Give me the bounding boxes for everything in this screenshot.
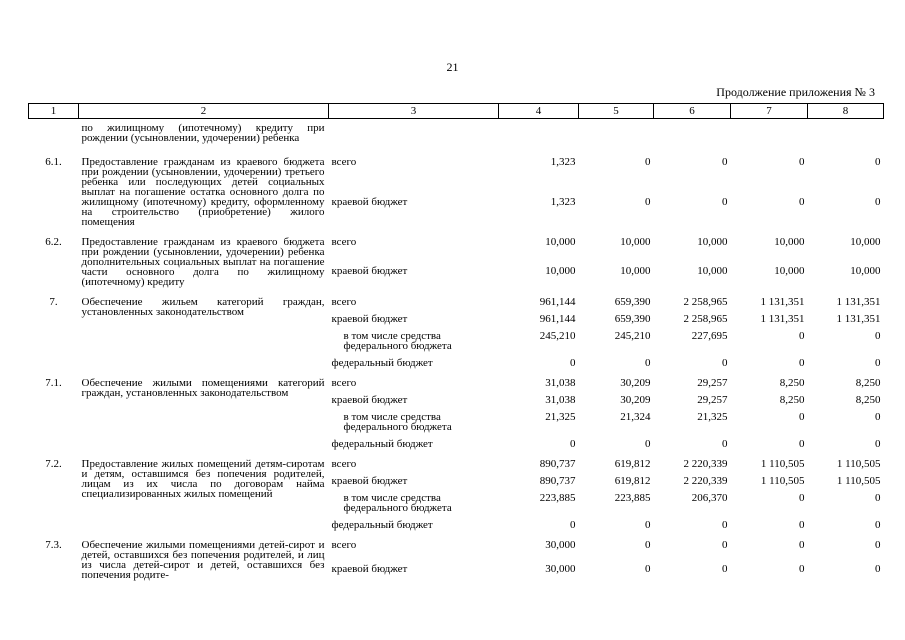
value-cell: 0 (799, 196, 805, 209)
value-cell: 31,038 (545, 394, 576, 406)
value-cell: 0 (722, 156, 728, 168)
value-cell: 0 (722, 519, 728, 531)
value-cell: 1,323 (550, 196, 576, 209)
budget-table (28, 103, 884, 580)
value-cell: 0 (875, 411, 881, 423)
value-cell: 0 (799, 156, 805, 168)
value-cell: 8,250 (855, 394, 881, 406)
value-cell: 30,209 (620, 394, 651, 406)
row-description: Предоставление жилых помещений детям-сиротам и детям, оставшимся без попечения родителей, лицам из их числа по договорам найма специализированных жилых помещений (81, 458, 325, 500)
value-cell: 227,695 (691, 330, 728, 342)
column-header: 3 (329, 104, 499, 119)
value-cell: 0 (645, 156, 651, 168)
funding-source: всего (331, 458, 357, 470)
value-cell: 961,144 (539, 296, 576, 308)
value-cell: 8,250 (779, 377, 805, 389)
value-cell: 0 (875, 492, 881, 504)
value-cell: 8,250 (779, 394, 805, 406)
value-cell: 1 110,505 (836, 475, 881, 487)
value-cell: 0 (645, 563, 651, 576)
value-cell: 0 (799, 438, 805, 450)
value-cell: 961,144 (539, 313, 576, 325)
value-cell: 10,000 (620, 265, 651, 278)
value-cell: 0 (875, 156, 881, 168)
value-cell: 223,885 (614, 492, 651, 504)
value-cell: 0 (645, 519, 651, 531)
column-header: 4 (499, 104, 579, 119)
value-cell: 10,000 (697, 236, 728, 248)
row-number: 6.1. (45, 156, 62, 168)
value-cell: 0 (875, 519, 881, 531)
value-cell: 29,257 (697, 394, 728, 406)
table-row (29, 368, 884, 388)
page-number: 21 (446, 60, 459, 74)
funding-source: краевой бюджет (331, 196, 408, 209)
value-cell: 2 220,339 (683, 458, 728, 470)
value-cell: 1 131,351 (760, 313, 805, 325)
value-cell: 0 (799, 492, 805, 504)
value-cell: 0 (875, 330, 881, 342)
value-cell: 0 (645, 539, 651, 551)
funding-source: всего (331, 296, 357, 308)
value-cell: 0 (875, 563, 881, 576)
continued-description: по жилищному (ипотечному) кредиту при рождении (усыновлении, удочерении) ребенка (81, 122, 325, 144)
value-cell: 30,209 (620, 377, 651, 389)
funding-source: в том числе средства федерального бюджета (343, 411, 452, 433)
row-number: 7.2. (45, 458, 62, 470)
value-cell: 223,885 (539, 492, 576, 504)
value-cell: 0 (722, 196, 728, 209)
row-description: Обеспечение жилыми помещениями категорий граждан, установленных законодательством (81, 377, 325, 399)
table-body (29, 119, 884, 581)
column-header: 8 (808, 104, 884, 119)
value-cell: 206,370 (691, 492, 728, 504)
table-row (29, 147, 884, 190)
value-cell: 619,812 (614, 475, 651, 487)
row-description: Предоставление гражданам из краевого бюджета при рождении (усыновлении, удочерении) ребенка дополнительных социальных выплат на погашение части основного долга по жилищному (ипотечному) кредиту (81, 236, 325, 288)
row-description: Обеспечение жильем категорий граждан, установленных законодательством (81, 296, 325, 318)
value-cell: 30,000 (545, 563, 576, 576)
value-cell: 0 (799, 563, 805, 576)
value-cell: 0 (722, 438, 728, 450)
value-cell: 10,000 (545, 265, 576, 278)
funding-source: краевой бюджет (331, 475, 408, 487)
value-cell: 619,812 (614, 458, 651, 470)
value-cell: 0 (799, 330, 805, 342)
column-header: 5 (579, 104, 654, 119)
value-cell: 1 131,351 (760, 296, 805, 308)
column-header: 6 (654, 104, 731, 119)
value-cell: 0 (875, 438, 881, 450)
value-cell: 0 (799, 519, 805, 531)
column-header: 7 (731, 104, 808, 119)
value-cell: 31,038 (545, 377, 576, 389)
value-cell: 0 (799, 411, 805, 423)
value-cell: 0 (875, 196, 881, 209)
value-cell: 21,324 (620, 411, 651, 423)
funding-source: федеральный бюджет (331, 438, 433, 450)
value-cell: 0 (799, 357, 805, 369)
value-cell: 10,000 (774, 265, 805, 278)
row-description: Предоставление гражданам из краевого бюджета при рождении (усыновлении, удочерении) третьего ребенка или последующих детей социальных выплат на погашение остатка основного долга по жилищному (ипотечному) кредиту, оформленному на строительство (приобретение) жилого помещения (81, 156, 325, 228)
value-cell: 1 110,505 (836, 458, 881, 470)
value-cell: 10,000 (545, 236, 576, 248)
row-description: Обеспечение жилыми помещениями детей-сирот и детей, оставшихся без попечения родителей, и лиц из числа детей-сирот и детей, оставшихся без попечения родите- (81, 539, 325, 581)
value-cell: 0 (875, 357, 881, 369)
continuation-row (29, 119, 884, 148)
value-cell: 30,000 (545, 539, 576, 551)
value-cell: 21,325 (697, 411, 728, 423)
value-cell: 21,325 (545, 411, 576, 423)
value-cell: 0 (722, 539, 728, 551)
row-number: 7.1. (45, 377, 62, 389)
value-cell: 8,250 (855, 377, 881, 389)
funding-source: федеральный бюджет (331, 519, 433, 531)
column-header: 1 (29, 104, 79, 119)
funding-source: краевой бюджет (331, 394, 408, 406)
funding-source: всего (331, 156, 357, 168)
funding-source: в том числе средства федерального бюджета (343, 330, 452, 352)
value-cell: 1 131,351 (836, 313, 881, 325)
funding-source: краевой бюджет (331, 265, 408, 278)
value-cell: 0 (570, 438, 576, 450)
funding-source: краевой бюджет (331, 563, 408, 576)
value-cell: 2 258,965 (683, 313, 728, 325)
value-cell: 659,390 (614, 296, 651, 308)
value-cell: 0 (875, 539, 881, 551)
value-cell: 890,737 (539, 458, 576, 470)
funding-source: всего (331, 236, 357, 248)
table-row (29, 227, 884, 259)
row-number: 7.3. (45, 539, 62, 551)
table-row (29, 530, 884, 557)
value-cell: 0 (799, 539, 805, 551)
funding-source: краевой бюджет (331, 313, 408, 325)
row-number: 6.2. (45, 236, 62, 248)
row-number: 7. (49, 296, 58, 308)
value-cell: 0 (570, 357, 576, 369)
value-cell: 1 131,351 (836, 296, 881, 308)
value-cell: 0 (722, 563, 728, 576)
value-cell: 245,210 (539, 330, 576, 342)
table-row (29, 287, 884, 307)
value-cell: 0 (645, 357, 651, 369)
value-cell: 1,323 (550, 156, 576, 168)
value-cell: 10,000 (774, 236, 805, 248)
value-cell: 10,000 (697, 265, 728, 278)
value-cell: 659,390 (614, 313, 651, 325)
value-cell: 1 110,505 (760, 458, 805, 470)
table-row (29, 449, 884, 469)
column-header: 2 (79, 104, 329, 119)
value-cell: 10,000 (850, 236, 881, 248)
value-cell: 2 220,339 (683, 475, 728, 487)
table-header-row (29, 104, 884, 119)
value-cell: 2 258,965 (683, 296, 728, 308)
value-cell: 890,737 (539, 475, 576, 487)
value-cell: 245,210 (614, 330, 651, 342)
value-cell: 0 (570, 519, 576, 531)
value-cell: 10,000 (620, 236, 651, 248)
funding-source: в том числе средства федерального бюджета (343, 492, 452, 514)
value-cell: 1 110,505 (760, 475, 805, 487)
funding-source: всего (331, 539, 357, 551)
value-cell: 0 (722, 357, 728, 369)
value-cell: 0 (645, 438, 651, 450)
value-cell: 10,000 (850, 265, 881, 278)
value-cell: 0 (645, 196, 651, 209)
funding-source: федеральный бюджет (331, 357, 433, 369)
funding-source: всего (331, 377, 357, 389)
appendix-continuation-label: Продолжение приложения № 3 (716, 85, 875, 99)
value-cell: 29,257 (697, 377, 728, 389)
